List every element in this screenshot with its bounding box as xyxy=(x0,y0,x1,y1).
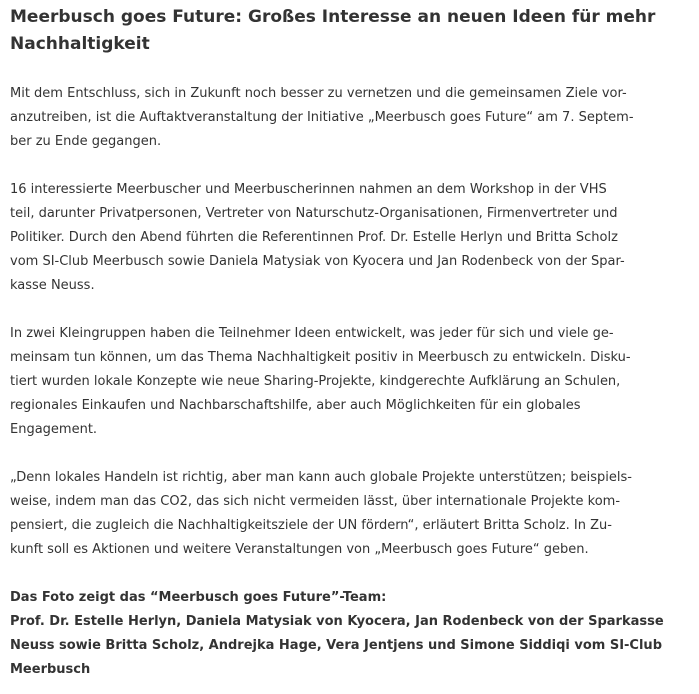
paragraph-groups xyxy=(10,322,640,442)
text-line: pensiert, die zugleich die Nachhaltigkeitsziele der UN fördern“, erläutert Britta Scholz. In Zu- xyxy=(10,518,612,533)
text-line: In zwei Kleingruppen haben die Teilnehmer Ideen entwickelt, was jeder für sich und viele ge- xyxy=(10,326,614,341)
article-title xyxy=(10,4,656,58)
text-line: teil, darunter Privatpersonen, Vertreter von Naturschutz-Organisationen, Firmenvertreter und xyxy=(10,206,618,221)
text-line: 16 interessierte Meerbuscher und Meerbuscherinnen nahmen an dem Workshop in der VHS xyxy=(10,182,607,197)
text-line: Engagement. xyxy=(10,422,98,437)
text-line: kunft soll es Aktionen und weitere Veranstaltungen von „Meerbusch goes Future“ geben. xyxy=(10,542,589,557)
caption-line: Neuss sowie Britta Scholz, Andrejka Hage, Vera Jentjens und Simone Siddiqi vom SI-Club xyxy=(10,638,662,653)
paragraph-quote xyxy=(10,466,640,562)
text-line: Politiker. Durch den Abend führten die Referentinnen Prof. Dr. Estelle Herlyn und Britta Scholz xyxy=(10,230,618,245)
title-line: Meerbusch goes Future: Großes Interesse an neuen Ideen für mehr xyxy=(10,7,656,27)
photo-caption xyxy=(10,586,664,682)
caption-line: Prof. Dr. Estelle Herlyn, Daniela Matysiak von Kyocera, Jan Rodenbeck von der Sparkasse xyxy=(10,614,664,629)
text-line: „Denn lokales Handeln ist richtig, aber man kann auch globale Projekte unterstützen; beispiels- xyxy=(10,470,632,485)
text-line: kasse Neuss. xyxy=(10,278,95,293)
caption-line: Das Foto zeigt das “Meerbusch goes Future”-Team: xyxy=(10,590,387,605)
paragraph-participants xyxy=(10,178,640,298)
paragraph-intro xyxy=(10,82,640,154)
text-line: regionales Einkaufen und Nachbarschaftshilfe, aber auch Möglichkeiten für ein globales xyxy=(10,398,581,413)
caption-line: Meerbusch xyxy=(10,662,91,677)
text-line: weise, indem man das CO2, das sich nicht vermeiden lässt, über internationale Projekte kom- xyxy=(10,494,621,509)
text-line: anzutreiben, ist die Auftaktveranstaltung der Initiative „Meerbusch goes Future“ am 7. Septem- xyxy=(10,110,634,125)
text-line: Mit dem Entschluss, sich in Zukunft noch besser zu vernetzen und die gemeinsamen Ziele vor- xyxy=(10,86,627,101)
text-line: meinsam tun können, um das Thema Nachhaltigkeit positiv in Meerbusch zu entwickeln. Disku- xyxy=(10,350,631,365)
text-line: ber zu Ende gegangen. xyxy=(10,134,162,149)
title-line: Nachhaltigkeit xyxy=(10,34,150,54)
text-line: tiert wurden lokale Konzepte wie neue Sharing-Projekte, kindgerechte Aufklärung an Schulen, xyxy=(10,374,621,389)
text-line: vom SI-Club Meerbusch sowie Daniela Matysiak von Kyocera und Jan Rodenbeck von der Spar- xyxy=(10,254,625,269)
